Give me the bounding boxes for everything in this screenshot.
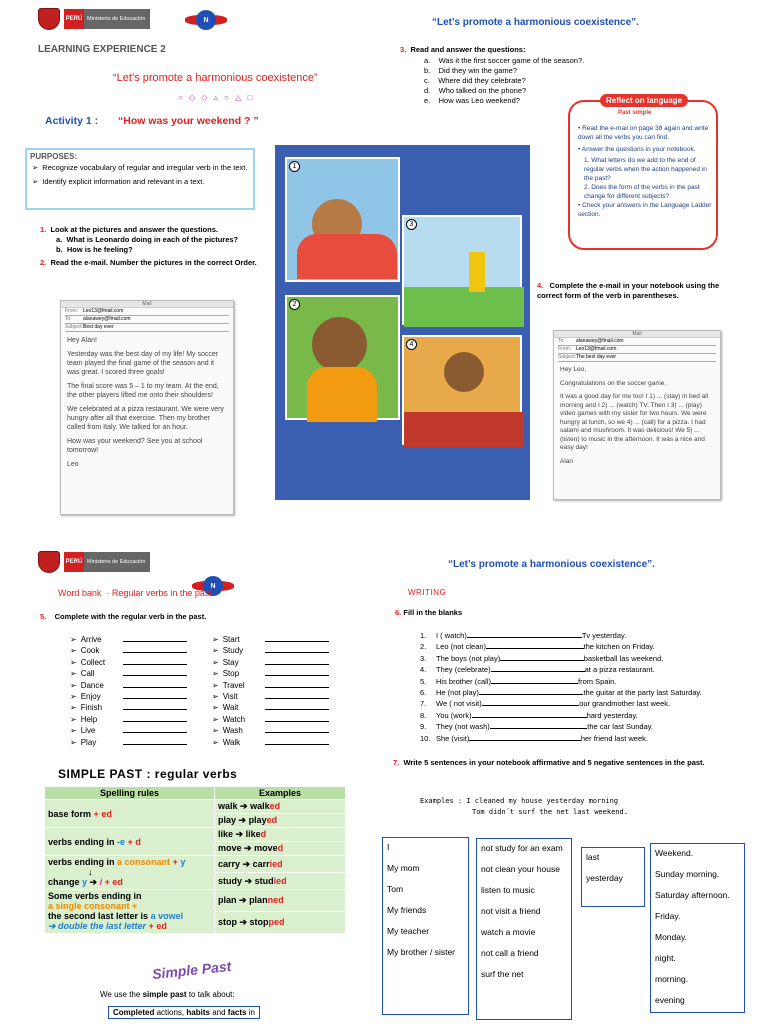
word-item: not clean your house	[481, 864, 560, 874]
word-item: Weekend.	[655, 848, 694, 858]
answer-blank[interactable]	[123, 702, 187, 710]
answer-blank[interactable]	[123, 737, 187, 745]
time-box-2	[650, 843, 745, 1013]
school-badge-icon: N	[185, 9, 227, 31]
verb-item: ➢ Wait	[212, 702, 342, 713]
word-item: listen to music	[481, 885, 535, 895]
answer-blank[interactable]	[123, 634, 187, 642]
task-3: 3. Read and answer the questions: a. Was it the first soccer game of the season?. b. Did they win the game? c. Where did they celebrate? d. Who talked on the phone? e. How was Leo weekend?	[400, 45, 585, 105]
verb-item: ➢ Play	[70, 737, 200, 748]
story-panel: 3	[402, 215, 522, 325]
top-title: “Let’s promote a harmonious coexistence”.	[448, 559, 655, 570]
answer-blank[interactable]	[265, 702, 329, 710]
activity-title: “How was your weekend ? ”	[118, 115, 259, 127]
verb-item: ➢ Collect	[70, 657, 200, 668]
spelling-rules-table: Spelling rules Examples base form + ed walk ➔ walked play ➔ played verbs ending in -e + d like ➔ liked move ➔ moved verbs ending in a consonant + y ↓ change y ➔ i + ed carry ➔ carried study ➔ studied Some verbs ending in a single consonant + the second last letter is a vowel ➔ double the last letter + ed plan ➔ planned stop ➔ stopped	[44, 786, 346, 934]
purpose-item: ➢ Identify explicit information and relevant in a text.	[32, 177, 253, 187]
email-alan: Mail To: alanawey@fmail.com From: Leo13@fmail.com Subject: The best day ever Hey Leo, Congratulations on the soccer game. It was a good day for me too! I 1) ... (stay) in bed all morning and I 2) ... (watch) TV. Then I 3) ... (play) video games with my sister for two hours. We were hungry at lunch, so we 4) ... (call) for a pizza. I had salami and mushroom. It was delicious! We 5) ... (listen) to music in the afternoon. It was a nice and easy day! Alan	[553, 330, 721, 500]
task-5: 5. Complete with the regular verb in the past.	[40, 612, 207, 621]
answer-blank[interactable]	[123, 725, 187, 733]
word-item: My friends	[387, 905, 427, 915]
word-item: surf the net	[481, 969, 524, 979]
ministry-text: Ministerio de Educación	[87, 15, 146, 22]
answer-blank[interactable]	[265, 691, 329, 699]
simple-past-logo: Simple Past	[151, 957, 232, 983]
top-title: “Let’s promote a harmonious coexistence”.	[432, 17, 639, 28]
task-6: 6. Fill in the blanks	[395, 608, 463, 617]
verb-item: ➢ Enjoy	[70, 691, 200, 702]
task-4: 4. Complete the e-mail in your notebook using the correct form of the verb in parentheses.	[537, 281, 720, 300]
answer-blank[interactable]	[472, 710, 587, 718]
ministry-logo	[38, 8, 150, 30]
word-item: night.	[655, 953, 676, 963]
word-item: My teacher	[387, 926, 430, 936]
verb-item: ➢ Live	[70, 725, 200, 736]
verb-item: ➢ Wash	[212, 725, 342, 736]
simple-past-title: SIMPLE PAST : regular verbs	[58, 767, 238, 781]
peru-label: PERÚ	[64, 9, 84, 29]
word-item: I	[387, 842, 390, 852]
word-item: last	[586, 852, 600, 862]
answer-blank[interactable]	[265, 634, 329, 642]
email-leo: Mail From: Leo13@fmail.com To: alanawey@fmail.com Subject: Best day ever Hey Alan! Yesterday was the best day of my life! My soccer team played the final game of the season and it was great. I scored three goals! The final score was 5 – 1 to my team. At the end, the other players lifted me onto their shoulders! We celebrated at a pizza restaurant. We were very hungry after all that exercise. Then my brother called from Italy. We talked for an hour. How was your weekend? See you at school tomorrow! Leo	[60, 300, 234, 515]
answer-blank[interactable]	[265, 680, 329, 688]
answer-blank[interactable]	[265, 657, 329, 665]
word-item: not visit a friend	[481, 906, 541, 916]
story-panel: 4	[402, 335, 522, 445]
verb-item: ➢ Help	[70, 714, 200, 725]
reflect-on-language-box: Reflect on language Past simple • Read the e-mail on page 38 again and write down all the verbs you can find. • Answer the questions in your notebook. 1. What letters do we add to the end of regular verbs when the action happened in the past? 2. Does the form of the verbs in the past change for different subjects? • Check your answers in the Language Ladder section.	[568, 100, 718, 250]
answer-blank[interactable]	[265, 714, 329, 722]
verb-list-1	[70, 634, 200, 748]
ministry-logo: PERÚ Ministerio de Educación	[38, 551, 150, 573]
subjects-box	[382, 837, 469, 1015]
answer-blank[interactable]	[469, 733, 581, 741]
email-greeting: Hey Alan!	[67, 337, 97, 344]
answer-blank[interactable]	[500, 653, 584, 661]
school-badge-icon: N	[192, 575, 234, 597]
answer-blank[interactable]	[265, 737, 329, 745]
word-item: not call a friend	[481, 948, 539, 958]
answer-blank[interactable]	[490, 721, 588, 729]
verb-item: ➢ Stay	[212, 657, 342, 668]
word-item: Sunday morning.	[655, 869, 720, 879]
verb-item: ➢ Start	[212, 634, 342, 645]
answer-blank[interactable]	[123, 680, 187, 688]
simple-past-uses: Completed actions, habits and facts in	[108, 1006, 260, 1019]
decorative-shapes: ○ ◇ ◇ ▵ ○ △ □	[178, 93, 255, 102]
verb-item: ➢ Travel	[212, 680, 342, 691]
simple-past-use: We use the simple past to talk about:	[100, 990, 235, 999]
learning-title: “Let’s promote a harmonious coexistence”	[113, 72, 318, 84]
story-panel: 1	[285, 157, 400, 282]
examples: Examples : I cleaned my house yesterday morning Tom didn´t surf the net last weekend.	[420, 797, 628, 816]
verb-item: ➢ Call	[70, 668, 200, 679]
peru-shield-icon	[38, 551, 60, 573]
task-7: 7. Write 5 sentences in your notebook affirmative and 5 negative sentences in the past.	[393, 758, 705, 767]
answer-blank[interactable]	[123, 691, 187, 699]
fill-blanks-list	[420, 630, 730, 744]
answer-blank[interactable]	[265, 645, 329, 653]
fill-blank-item: 8. You (work) hard yesterday.	[420, 710, 638, 720]
word-item: morning.	[655, 974, 689, 984]
fill-blank-item: 7. We ( not visit) our grandmother last week.	[420, 699, 671, 709]
answer-blank[interactable]	[486, 641, 584, 649]
writing-title: WRITING	[408, 588, 447, 597]
word-bank-title: Word bank · Regular verbs in the past.	[58, 588, 215, 598]
fill-blank-item: 6. He (not play) the guitar at the party last Saturday.	[420, 688, 702, 698]
story-panel: 2	[285, 295, 400, 420]
fill-blank-item: 1. I ( watch) Tv yesterday.	[420, 631, 627, 640]
word-item: Saturday afternoon.	[655, 890, 730, 900]
verb-item: ➢ Stop	[212, 668, 342, 679]
answer-blank[interactable]	[123, 668, 187, 676]
word-item: My brother / sister	[387, 947, 456, 957]
answer-blank[interactable]	[491, 664, 585, 672]
purpose-item: ➢ Recognize vocabulary of regular and irregular verb in the text.	[32, 163, 253, 173]
reflect-title: Reflect on language	[600, 94, 688, 107]
verb-item: ➢ Arrive	[70, 634, 200, 645]
activity-label: Activity 1 :	[45, 115, 99, 127]
answer-blank[interactable]	[482, 698, 580, 706]
verb-item: ➢ Finish	[70, 702, 200, 713]
verb-item: ➢ Study	[212, 645, 342, 656]
task-2: 2. Read the e-mail. Number the pictures in the correct Order.	[40, 258, 257, 267]
answer-blank[interactable]	[491, 676, 578, 684]
verb-item: ➢ Dance	[70, 680, 200, 691]
fill-blank-item: 3. The boys (not play) basketball las weekend.	[420, 653, 664, 663]
word-item: Tom	[387, 884, 404, 894]
fill-blank-item: 10. She (visit) her friend last week.	[420, 733, 648, 743]
peru-shield-icon	[38, 8, 60, 30]
verb-item: ➢ Walk	[212, 737, 342, 748]
fill-blank-item: 9. They (not wash) the car last Sunday.	[420, 722, 654, 732]
fill-blank-item: 4. They (celebrate) at a pizza restaurant.	[420, 665, 655, 675]
word-item: not study for an exam	[481, 843, 563, 853]
word-item: Friday.	[655, 911, 681, 921]
word-item: My mom	[387, 863, 420, 873]
verb-item: ➢ Visit	[212, 691, 342, 702]
answer-blank[interactable]	[479, 687, 584, 695]
task-1: 1. Look at the pictures and answer the questions. a. What is Leonardo doing in each of the pictures? b. How is he feeling?	[40, 225, 239, 254]
story-pictures	[275, 145, 530, 500]
answer-blank[interactable]	[265, 668, 329, 676]
word-item: watch a movie	[481, 927, 536, 937]
verb-item: ➢ Watch	[212, 714, 342, 725]
fill-blank-item: 5. His brother (call) from Spain.	[420, 676, 617, 686]
word-item: evening	[655, 995, 685, 1005]
purposes-title: PURPOSES:	[30, 152, 78, 161]
answer-blank[interactable]	[265, 725, 329, 733]
verb-list-2	[212, 634, 342, 748]
time-box-1	[581, 847, 645, 907]
verb-item: ➢ Cook	[70, 645, 200, 656]
fill-blank-item: 2. Leo (not clean) the kitchen on Friday.	[420, 642, 655, 652]
answer-blank[interactable]	[467, 630, 582, 638]
actions-box	[476, 838, 572, 1020]
word-item: yesterday	[586, 873, 623, 883]
answer-blank[interactable]	[123, 714, 187, 722]
learning-experience-label: LEARNING EXPERIENCE 2	[38, 44, 166, 55]
answer-blank[interactable]	[123, 645, 187, 653]
word-item: Monday.	[655, 932, 687, 942]
purposes-box	[25, 148, 255, 210]
answer-blank[interactable]	[123, 657, 187, 665]
